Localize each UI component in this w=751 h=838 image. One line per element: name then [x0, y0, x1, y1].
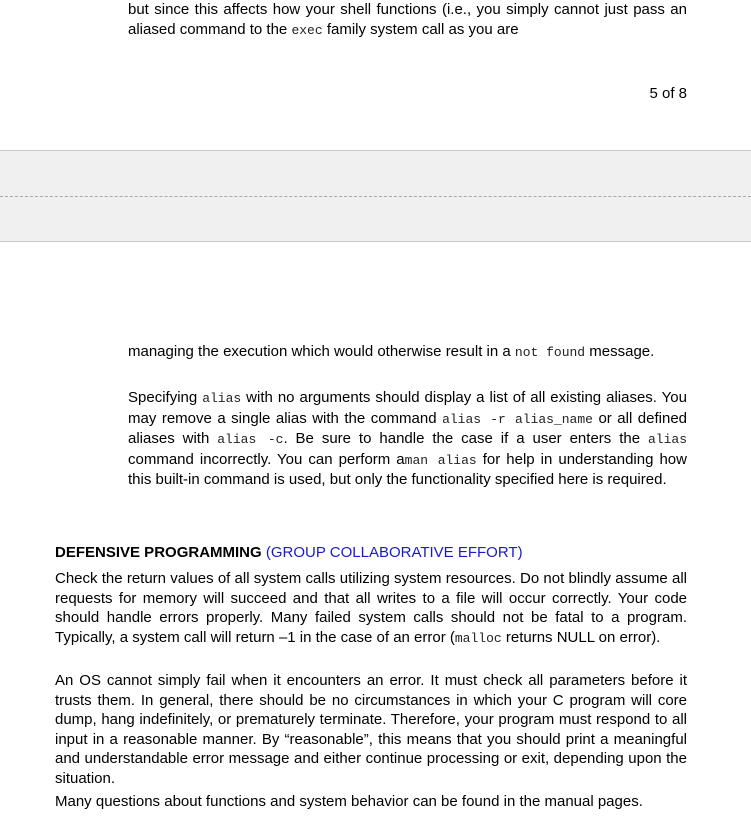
alias-paragraph: [128, 388, 687, 490]
pdf-page-6-top: [0, 242, 751, 838]
page-number: 5 of 8: [649, 85, 687, 102]
text-run: command incorrectly. You can perform a: [128, 450, 405, 468]
text-run: Check the return values of all system calls utilizing system resources. Do not blindly assume all requests for memory will succeed and that all writes to a file will occur correctly. Your code should handle errors properly. Many failed system calls should not be fatal to a program. Typically, a system call will return –1 in the case of an error (: [55, 570, 687, 646]
text-run: returns NULL on error).: [501, 628, 661, 646]
inline-code: not found: [514, 345, 586, 360]
pdf-page-5-bottom: [0, 0, 751, 150]
paragraph: An OS cannot simply fail when it encounters an error. It must check all parameters before it trusts them. In general, there should be no circumstances in which your C program will core dump, hang indefinitely, or prematurely terminate. Therefore, your program must respond to all input in a reasonable manner. By “reasonable”, this means that you should print a meaningful and understandable error message and either continue processing or exit, depending upon the situation.: [55, 672, 687, 787]
section-heading: [55, 543, 687, 562]
text-run: Specifying: [128, 389, 203, 406]
inline-code: alias -r alias_name: [442, 411, 593, 427]
heading-subtitle: (GROUP COLLABORATIVE EFFORT): [265, 544, 523, 561]
text-run: . Be sure to handle the case if a user enters the: [283, 430, 648, 447]
text-run: with no arguments should display a list of all existing aliases. You may remove a single alias with the command: [128, 389, 687, 427]
inline-code: man alias: [404, 452, 477, 468]
paragraph-continuation: [128, 0, 687, 40]
paragraph-continuation: [128, 342, 687, 363]
text-run: managing the execution which would otherwise result in a: [128, 343, 515, 360]
text-run: but since this affects how your shell functions (i.e., you simply cannot just pass an aliased command to the: [128, 1, 687, 38]
inline-code: malloc: [454, 630, 502, 646]
inline-code: exec: [291, 22, 323, 38]
text-run: message.: [585, 343, 655, 360]
paragraph: [55, 569, 687, 648]
paragraph: Many questions about functions and system behavior can be found in the manual pages.: [55, 793, 643, 810]
page-break-divider: [0, 196, 751, 197]
inline-code: alias -c: [217, 432, 284, 447]
inline-code: alias: [202, 391, 242, 406]
inline-code: alias: [648, 432, 688, 447]
text-run: or all defined aliases with: [128, 409, 688, 447]
text-run: family system call as you are: [322, 20, 519, 38]
heading-main: DEFENSIVE PROGRAMMING: [55, 544, 262, 561]
page-gap: [0, 150, 751, 242]
text-run: for help in understanding how this built-in command is used, but only the functionality specified here is required.: [128, 450, 687, 488]
